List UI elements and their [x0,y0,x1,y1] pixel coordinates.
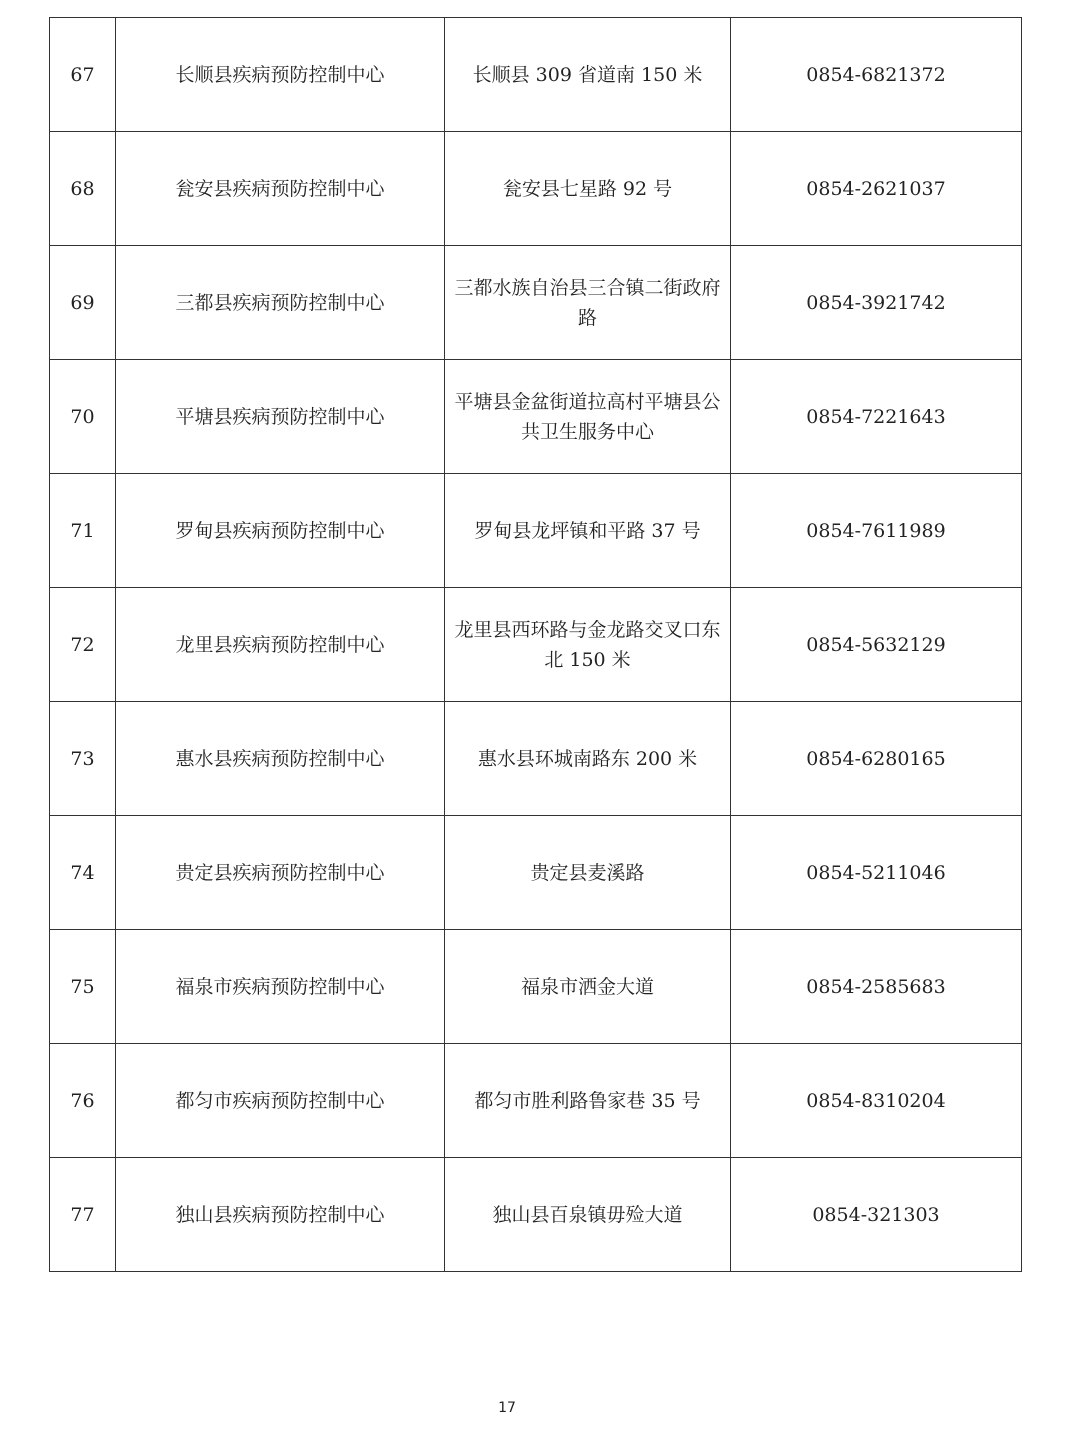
row-number: 73 [50,702,116,816]
institution-phone: 0854-5211046 [731,816,1022,930]
table-row [50,246,1022,360]
institution-phone: 0854-7611989 [731,474,1022,588]
institution-address: 福泉市洒金大道 [445,930,731,1044]
institution-name: 惠水县疾病预防控制中心 [116,702,445,816]
institution-phone: 0854-2621037 [731,132,1022,246]
row-number: 69 [50,246,116,360]
institution-address: 独山县百泉镇毋殓大道 [445,1158,731,1272]
institution-address: 都匀市胜利路鲁家巷 35 号 [445,1044,731,1158]
institution-address: 龙里县西环路与金龙路交叉口东北 150 米 [445,588,731,702]
row-number: 72 [50,588,116,702]
institution-name: 三都县疾病预防控制中心 [116,246,445,360]
table-row [50,930,1022,1044]
institution-phone: 0854-7221643 [731,360,1022,474]
institution-name: 贵定县疾病预防控制中心 [116,816,445,930]
row-number: 77 [50,1158,116,1272]
cdc-directory-table [49,17,1022,1272]
table-row [50,588,1022,702]
institution-address: 贵定县麦溪路 [445,816,731,930]
table-row [50,1158,1022,1272]
row-number: 68 [50,132,116,246]
institution-phone: 0854-3921742 [731,246,1022,360]
table-row [50,132,1022,246]
institution-phone: 0854-2585683 [731,930,1022,1044]
institution-name: 瓮安县疾病预防控制中心 [116,132,445,246]
table-row [50,474,1022,588]
institution-name: 罗甸县疾病预防控制中心 [116,474,445,588]
institution-phone: 0854-321303 [731,1158,1022,1272]
table-row [50,702,1022,816]
table-row [50,360,1022,474]
table-row [50,18,1022,132]
institution-address: 长顺县 309 省道南 150 米 [445,18,731,132]
institution-name: 长顺县疾病预防控制中心 [116,18,445,132]
institution-name: 平塘县疾病预防控制中心 [116,360,445,474]
institution-name: 都匀市疾病预防控制中心 [116,1044,445,1158]
institution-phone: 0854-6821372 [731,18,1022,132]
institution-phone: 0854-6280165 [731,702,1022,816]
institution-phone: 0854-5632129 [731,588,1022,702]
institution-name: 龙里县疾病预防控制中心 [116,588,445,702]
institution-address: 瓮安县七星路 92 号 [445,132,731,246]
row-number: 67 [50,18,116,132]
institution-address: 惠水县环城南路东 200 米 [445,702,731,816]
table-row [50,1044,1022,1158]
page-number: 17 [498,1400,516,1416]
row-number: 70 [50,360,116,474]
institution-address: 罗甸县龙坪镇和平路 37 号 [445,474,731,588]
institution-name: 独山县疾病预防控制中心 [116,1158,445,1272]
row-number: 71 [50,474,116,588]
row-number: 74 [50,816,116,930]
institution-address: 三都水族自治县三合镇二街政府路 [445,246,731,360]
institution-address: 平塘县金盆街道拉高村平塘县公共卫生服务中心 [445,360,731,474]
institution-phone: 0854-8310204 [731,1044,1022,1158]
institution-name: 福泉市疾病预防控制中心 [116,930,445,1044]
row-number: 76 [50,1044,116,1158]
table-row [50,816,1022,930]
row-number: 75 [50,930,116,1044]
